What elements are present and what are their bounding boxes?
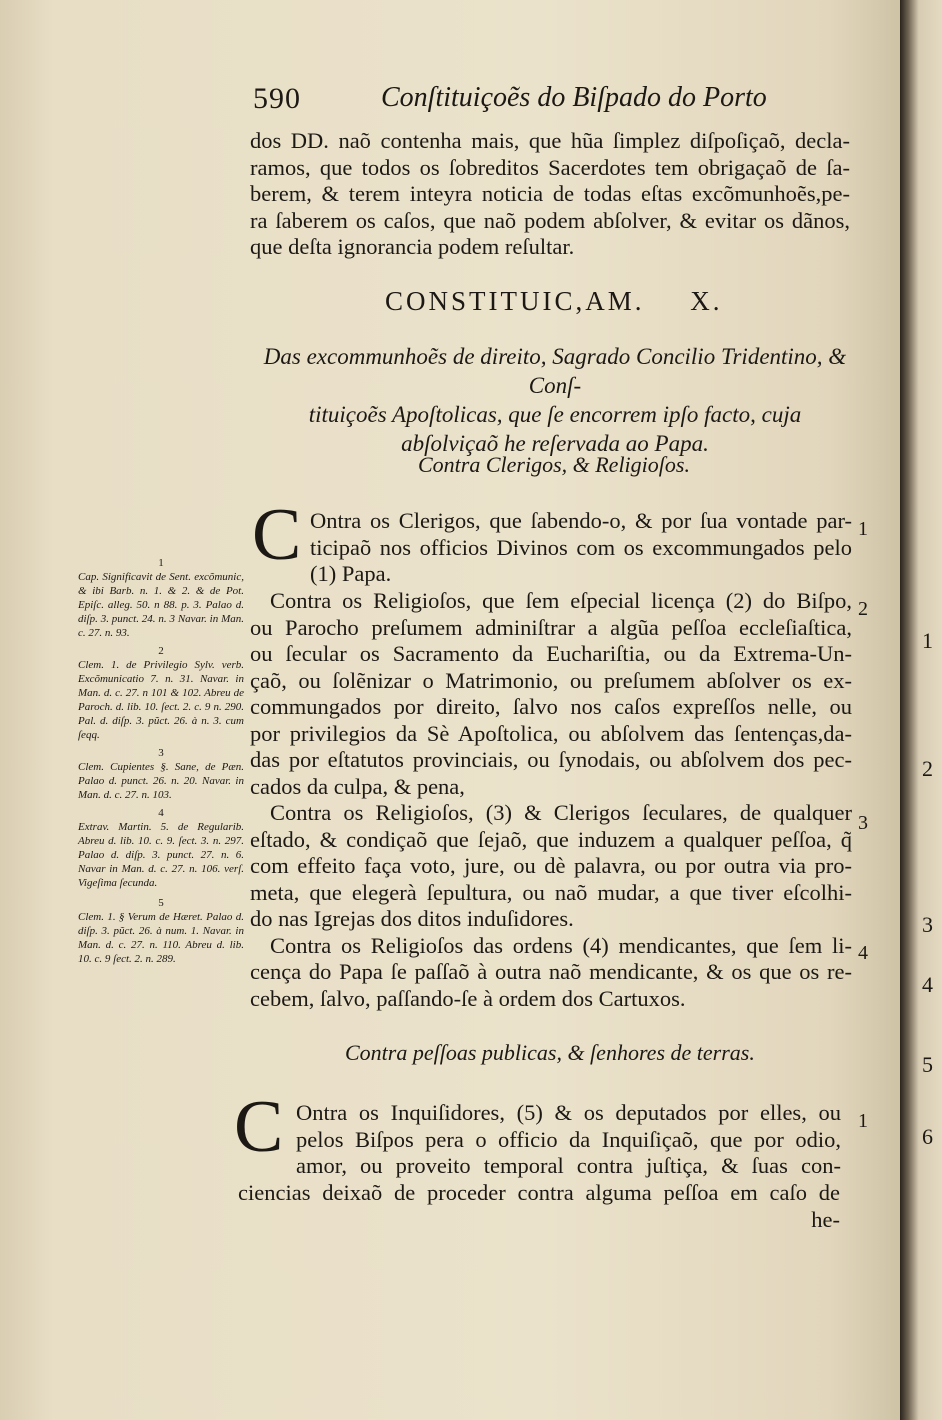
text-line: por privilegios da Sè Apoſtolica, ou abſolvem das ſentenças,da- (250, 720, 852, 746)
text-line: Ontra os Clerigos, que ſabendo-o, & por ſua vontade par- (310, 508, 852, 533)
chapter-number: X. (690, 286, 723, 316)
note-number: 1 (158, 557, 164, 569)
marginal-note: Cap. Significavit de Sent. excõmunic, & ibi Barb. n. 1. & 2. & de Pot. Epiſc. alleg. 50. n 88. p. 3. Palao d. diſp. 3. punct. 24. n. 3 Navar. in Man. c. 27. n. 93. (78, 571, 244, 639)
text-line: amor, ou proveito temporal contra juſtiça, & ſuas con- (296, 1153, 841, 1178)
subtitle-line: tituiçoẽs Apoſtolicas, que ſe encorrem ipſo facto, cuja (308, 402, 802, 427)
subtitle-line: abſolviçaõ he reſervada ao Papa. (401, 431, 709, 456)
right-margin-number: 3 (858, 812, 868, 834)
text-line: ramos, que todos os ſobreditos Sacerdotes tem obrigaçaõ de ſa- (250, 154, 850, 180)
text-line: (1) Papa. (310, 561, 392, 586)
subtitle-line: Das excommunhoẽs de direito, Sagrado Concilio Tridentino, & Conſ- (263, 344, 847, 398)
marginal-notes (78, 556, 244, 970)
facing-page-number: 3 (922, 912, 933, 937)
running-title: Conſtituiçoẽs do Biſpado do Porto (381, 82, 767, 113)
chapter-heading (385, 286, 765, 317)
text-line: Contra os Religioſos, que ſem eſpecial licença (2) do Biſpo, (270, 588, 852, 613)
facing-page-number: 2 (922, 756, 933, 781)
text-line: meta, que elegerà ſepultura, ou naõ mudar, a que tiver eſcolhi- (250, 879, 852, 905)
text-line: que deſta ignorancia podem reſultar. (250, 234, 575, 259)
marginal-note: Extrav. Martin. 5. de Regularib. Abreu d. lib. 10. c. 9. ſect. 3. n. 297. Palao d. diſp. 3. punct. 27. n. 6. Navar in Man. d. c. 27. n. 106. verſ. Vigeſima ſecunda. (78, 821, 244, 889)
right-margin-number: 2 (858, 598, 868, 620)
drop-cap: C (252, 494, 302, 576)
right-margin-number: 1 (858, 1110, 868, 1132)
chapter-title: CONSTITUIC,AM. (385, 286, 645, 316)
facing-page-number: 4 (922, 972, 933, 997)
marginal-note: Clem. 1. § Verum de Hæret. Palao d. diſp. 3. pũct. 26. à num. 1. Navar. in Man. d. c. 27. n. 110. Abreu d. lib. 10. c. 9 ſect. 2. n. 289. (78, 911, 244, 965)
facing-page-number: 5 (922, 1052, 933, 1077)
text-line: dos DD. naõ contenha mais, que hũa ſimplez diſpoſiçaõ, decla- (250, 128, 850, 153)
text-line: berem, & terem inteyra noticia de todas eſtas excõmunhoẽs,pe- (250, 181, 850, 206)
text-line: commungados por direito, ſalvo nos caſos expreſſos nelle, ou (250, 694, 852, 719)
facing-page-number: 6 (922, 1124, 933, 1149)
section1-opening (310, 508, 852, 588)
right-margin-number: 4 (858, 942, 868, 964)
section2-opening (296, 1100, 841, 1180)
marginal-note: Clem. 1. de Privilegio Sylv. verb. Excõmunicatio 7. n. 31. Navar. in Man. d. c. 27. n 101 & 102. Abreu de Paroch. d. lib. 10. ſect. 2. c. 9 n. 290. Pal. d. diſp. 3. pũct. 26. à n. 3. cum ſeqq. (78, 659, 244, 741)
marginal-note: Clem. Cupientes §. Sane, de Pæn. Palao d. punct. 26. n. 20. Navar. in Man. d. c. 27. n. 103. (78, 761, 244, 801)
text-line: cença do Papa ſe paſſaõ à outra naõ mendicante, & os que os re- (250, 959, 852, 984)
note-number: 4 (158, 807, 164, 819)
note-number: 2 (158, 645, 164, 657)
text-line: ou ſecular os Sacramento da Euchariſtia, ou da Extrema-Un- (250, 641, 852, 666)
text-line: ciencias deixaõ de proceder contra alguma peſſoa em caſo de (238, 1180, 840, 1205)
section1-body (250, 588, 852, 1012)
section-heading-pessoas: Contra peſſoas publicas, & ſenhores de terras. (345, 1040, 755, 1065)
note-number: 5 (158, 897, 164, 909)
chapter-subtitle (250, 342, 860, 458)
section2-body (238, 1180, 840, 1233)
text-line: ticipaõ nos officios Divinos com os excommungados pelo (310, 534, 852, 560)
page-number: 590 (253, 82, 301, 115)
text-line: ra ſaberem os caſos, que naõ podem abſolver, & evitar os dãnos, (250, 207, 850, 233)
text-line: eſtado, & condiçaõ que ſejaõ, que induzem a qualquer peſſoa, q̃ (250, 826, 852, 852)
text-line: cados da culpa, & pena, (250, 773, 465, 799)
text-line: com effeito faça voto, jure, ou dè palavra, ou por outra via pro- (250, 853, 852, 878)
text-line: çaõ, ou ſolẽnizar o Matrimonio, ou preſumem abſolver os ex- (250, 667, 852, 693)
note-number: 3 (158, 747, 164, 759)
text-line: cebem, ſalvo, paſſando-ſe à ordem dos Cartuxos. (250, 985, 686, 1011)
text-line: pelos Biſpos pera o officio da Inquiſiçaõ, que por odio, (296, 1126, 841, 1152)
facing-page-number: 1 (922, 628, 933, 653)
text-line: Ontra os Inquiſidores, (5) & os deputados por elles, ou (296, 1100, 841, 1125)
right-margin-number: 1 (858, 518, 868, 540)
text-line: Contra os Religioſos das ordens (4) mendicantes, que ſem li- (270, 932, 852, 958)
text-line: he- (811, 1206, 840, 1232)
facing-page-edge (900, 0, 942, 1420)
section-heading-clerigos: Contra Clerigos, & Religioſos. (418, 452, 690, 477)
text-line: ou Parocho preſumem adminiſtrar a algũa peſſoa eccleſiaſtica, (250, 614, 852, 640)
text-line: do nas Igrejas dos ditos induſidores. (250, 906, 574, 931)
intro-paragraph (250, 128, 850, 261)
drop-cap: C (234, 1086, 284, 1168)
text-line: Contra os Religioſos, (3) & Clerigos ſeculares, de qualquer (270, 800, 852, 825)
text-line: das por eſtatutos provinciais, ou ſynodais, ou abſolvem dos pec- (250, 747, 852, 772)
